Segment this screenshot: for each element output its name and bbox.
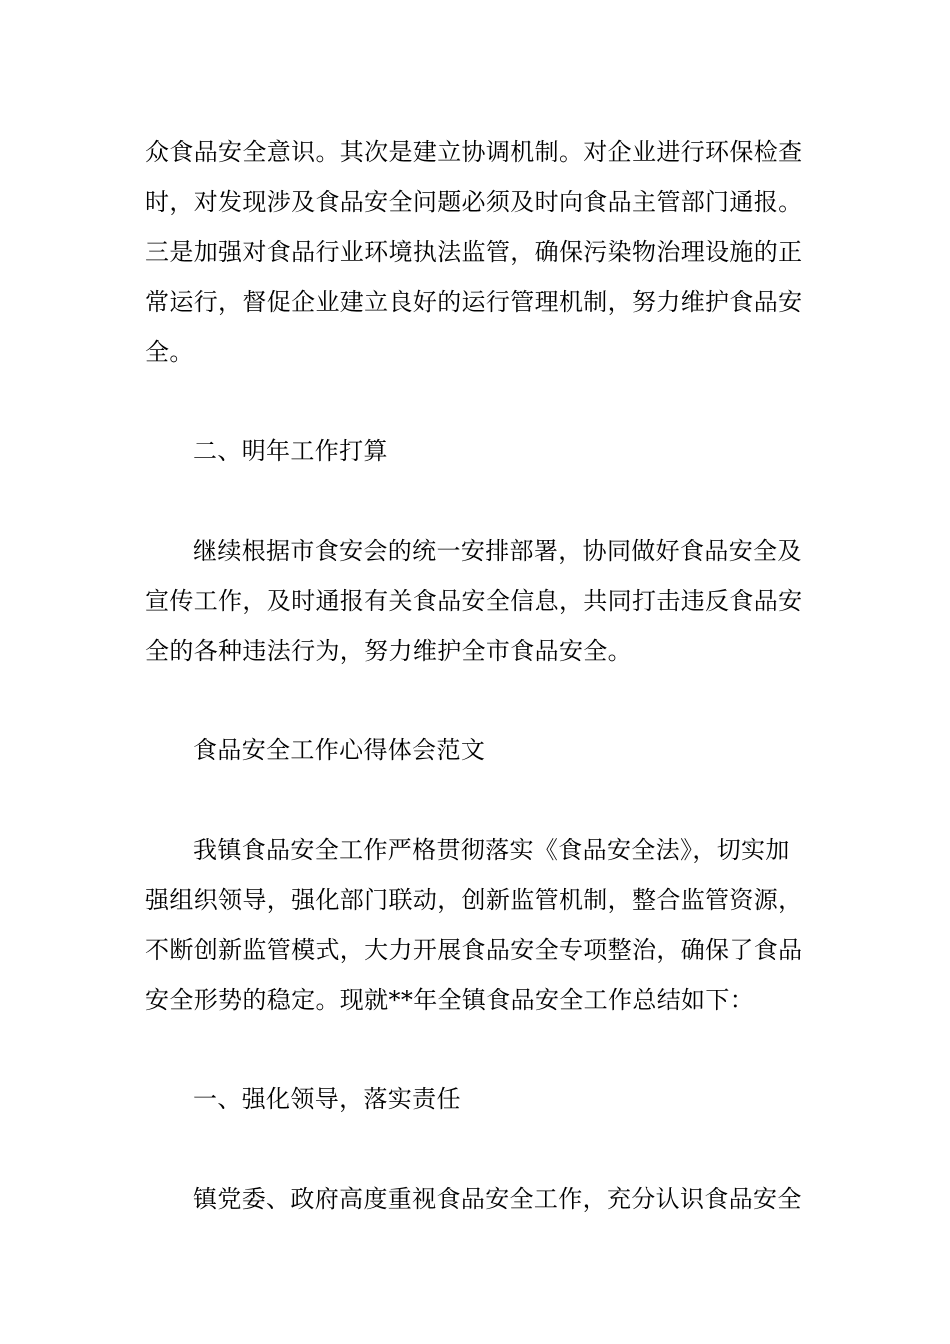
paragraph-line: 安全形势的稳定。现就**年全镇食品安全工作总结如下： — [145, 986, 755, 1014]
section-heading: 二、明年工作打算 — [193, 437, 388, 465]
paragraph-line: 继续根据市食安会的统一安排部署，协同做好食品安全及 — [193, 537, 802, 565]
paragraph-line: 镇党委、政府高度重视食品安全工作，充分认识食品安全 — [193, 1185, 802, 1213]
paragraph-line: 宣传工作，及时通报有关食品安全信息，共同打击违反食品安 — [145, 587, 803, 615]
paragraph-line: 我镇食品安全工作严格贯彻落实《食品安全法》，切实加 — [193, 836, 790, 864]
document-title: 食品安全工作心得体会范文 — [193, 736, 486, 764]
paragraph-line: 三是加强对食品行业环境执法监管，确保污染物治理设施的正 — [145, 238, 803, 266]
section-heading: 一、强化领导，落实责任 — [193, 1085, 461, 1113]
paragraph-line: 常运行，督促企业建立良好的运行管理机制，努力维护食品安 — [145, 288, 803, 316]
paragraph-line: 全。 — [145, 338, 194, 366]
paragraph-line: 全的各种违法行为，努力维护全市食品安全。 — [145, 637, 632, 665]
paragraph-line: 不断创新监管模式，大力开展食品安全专项整治，确保了食品 — [145, 936, 803, 964]
paragraph-line: 众食品安全意识。其次是建立协调机制。对企业进行环保检查 — [145, 138, 803, 166]
paragraph-line: 时，对发现涉及食品安全问题必须及时向食品主管部门通报。 — [145, 188, 803, 216]
paragraph-line: 强组织领导，强化部门联动，创新监管机制，整合监管资源， — [145, 886, 803, 914]
